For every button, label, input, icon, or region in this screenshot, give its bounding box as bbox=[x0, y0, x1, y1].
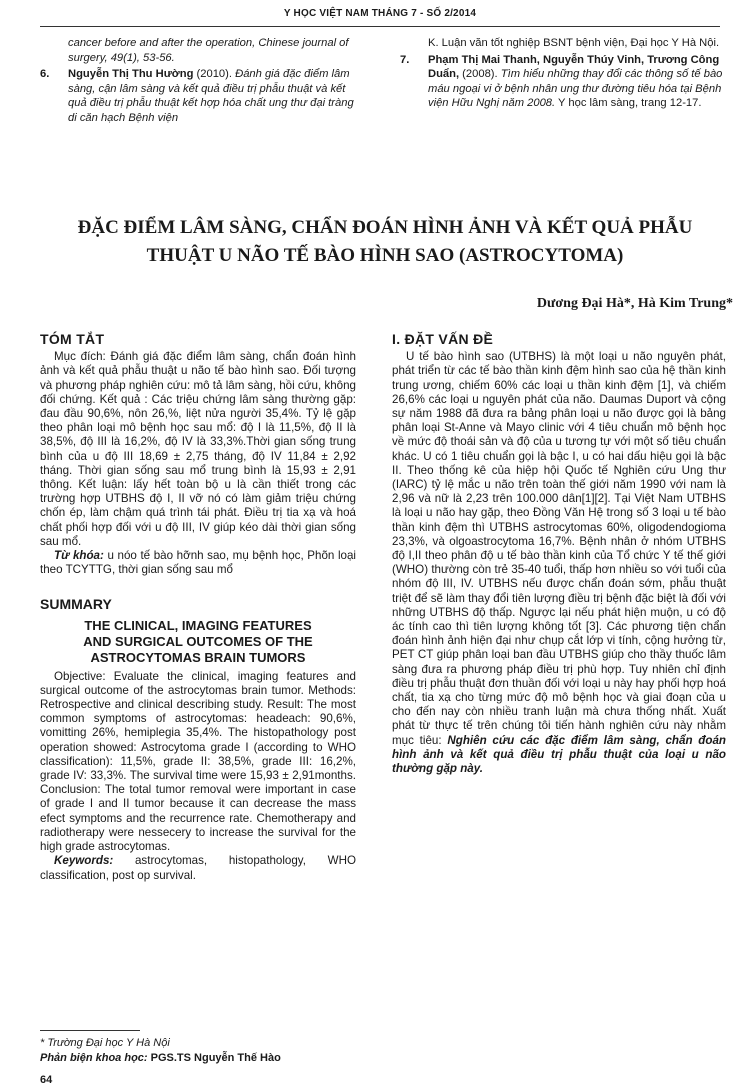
reference-text: cancer before and after the operation, Chinese journal of surgery, 49(1), 53-56. bbox=[68, 37, 349, 64]
right-column bbox=[392, 332, 726, 776]
reviewer-line bbox=[40, 1051, 356, 1066]
study-aim: Nghiên cứu các đặc điểm lâm sàng, chẩn đoán hình ảnh và kết quả điều trị phẫu thuật của loại u não thường gặp này. bbox=[392, 733, 726, 776]
header-rule bbox=[40, 26, 720, 27]
summary-title-line: AND SURGICAL OUTCOMES OF THE bbox=[83, 633, 313, 649]
reference-author: Nguyễn Thị Thu Hường bbox=[68, 68, 194, 80]
left-column bbox=[40, 332, 356, 883]
author-affiliation: * Trường Đại học Y Hà Nội bbox=[40, 1037, 170, 1049]
reference-continuation bbox=[400, 36, 730, 51]
title-line: ĐẶC ĐIỂM LÂM SÀNG, CHẨN ĐOÁN HÌNH ẢNH VÀ KẾT QUẢ PHẪU bbox=[77, 217, 693, 238]
summary-heading: SUMMARY bbox=[40, 596, 112, 613]
abstract-body: Mục đích: Đánh giá đặc điểm lâm sàng, chẩn đoán hình ảnh và kết quả phẫu thuật u não tế bào hình sao. Đối tượng và phương pháp nghiên cứu: mô tả lâm sàng, hồi cứu, không đối chứng. Kết quả : Các triệu chứng lâm sàng thường gặp: đau đầu 90,6%, nôn 26,%, liệt nửa người 35,4%. Tỷ lệ gặp theo phân loại mô bệnh học sau mổ: độ I là 11,5%, độ II là 38,5%, độ III là 16,2%, độ IV là 33,3%.Thời gian sống trung bình của u độ III 18,69 ± 2,75 tháng, độ IV 11,84 ± 2,92 tháng. Thời gian sống sau mổ trung bình là 15,93 ± 2,91 thông. Kết luận: lấy hết toàn bộ u là cần thiết trong các trường hợp UTBHS độ I, II vỡ nó có làm giảm triệu chứng chốn ép, làm chậm quá trình tái phát. Điều trị tia xạ và hoá chất phối hợp đối với u độ III, IV giúp kéo dài thời gian sống sau mổ. bbox=[40, 350, 356, 548]
running-header: Y HỌC VIỆT NAM THÁNG 7 - SỐ 2/2014 bbox=[283, 8, 477, 19]
reference-number: 7. bbox=[400, 53, 410, 66]
reference-title: Đánh giá đặc điểm lâm sàng, cận lâm sàng và kết quả điều trị phẫu thuật và kết quả điều trị phẫu thuật kết hợp hóa chất ung thư đại tràng di căn hạch Bệnh viện bbox=[68, 68, 354, 124]
reference-continuation bbox=[40, 36, 360, 65]
reference-number: 6. bbox=[40, 68, 50, 80]
footnote-rule bbox=[40, 1030, 140, 1031]
keywords-text: u nóo tế bào hỡnh sao, mụ bệnh học, Phõn loại theo TCYTTG, thời gian sống sau mổ bbox=[40, 549, 356, 577]
summary-title-line: ASTROCYTOMAS BRAIN TUMORS bbox=[90, 649, 306, 665]
introduction-body bbox=[392, 350, 726, 776]
summary-title-line: THE CLINICAL, IMAGING FEATURES bbox=[84, 617, 312, 633]
keywords-label: Từ khóa: bbox=[54, 549, 104, 563]
summary-title bbox=[40, 618, 356, 666]
introduction-text: U tế bào hình sao (UTBHS) là một loại u não nguyên phát, phát triển từ các tế bào thần kinh đệm hình sao của hệ thần kinh trung ương, chiếm 60% các loại u thần kinh đệm [1], và chiếm 26,6% các loại u nguyên phát của não. Daumas Duport và cộng sự năm 1988 đã đưa ra bảng phân loại u não được gọi là bảng phân loại St-Anne và Mayo clinic với 4 tiêu chuẩn mô bệnh học về mức độ thoái sản và độ của u tương tự với một số tiêu chuẩn khác. U có 1 tiêu chuẩn gọi là bậc I, u có hai dấu hiệu gọi là bậc II. Theo thống kê của hiệp hội Quốc tế Nghiên cứu Ung thư (IARC) tỷ lệ mắc u não trên toàn thế giới năm 1990 với nam là 2,96 và nữ là 2,23 trên 100.000 dân[1][2]. Tại Việt Nam UTBHS là loại u não hay gặp, theo Đồng Văn Hệ trong số 3 loại u tế bào thần kinh đệm thì UTBHS astrocytomas 60%, oligodendogioma 23,3%, và olgoastrocytoma 16,7%. Bệnh nhân ở nhóm UTBHS độ I,II theo phân độ u tế bào thần kinh của Tổ chức Y tế thế giới (WHO) thường còn trẻ 35-40 tuổi, thấp hơn nhiều so với tuổi của nhóm độ III, IV. UTBHS nếu được chẩn đoán sớm, phẫu thuật triệt để sẽ làm thay đổi tiên lượng điều trị bệnh đặc biệt là đối với những UTBHS độ thấp. Ngược lại nếu phát hiện muộn, u có độ ác tính cao thì tiên lượng không tốt [3]. Các phương tiện chẩn đoán hình ảnh hiện đại như chụp cắt lớp vi tính, cộng hưởng từ, PET CT giúp phân loại ban đầu UTBHS giúp cho thầy thuốc lâm sàng đưa ra phương pháp điều trị phù hợp. Tuy nhiên chỉ định điều trị phẫu thuật đơn thuần đối với loại u này hay phối hợp hoá chất, tia xạ cho từng mức độ mô bệnh học và giai đoạn của u cho đến nay còn nhiều tranh luận mà chưa thống nhất. Xuất phát từ thực tế trên chúng tôi tiến hành nghiên cứu này nhằm mục tiêu: bbox=[392, 350, 726, 747]
reference-column-right bbox=[400, 36, 730, 113]
abstract-heading: TÓM TẮT bbox=[40, 331, 105, 347]
title-line: THUẬT U NÃO TẾ BÀO HÌNH SAO (ASTROCYTOMA) bbox=[146, 245, 624, 266]
page-number: 64 bbox=[40, 1074, 53, 1086]
summary-keywords bbox=[40, 854, 356, 882]
reference-item bbox=[400, 53, 730, 111]
article-authors: Dương Đại Hà*, Hà Kim Trung* bbox=[536, 296, 733, 311]
reviewer-label: Phản biện khoa học: bbox=[40, 1052, 148, 1064]
introduction-heading: I. ĐẶT VẤN ĐỀ bbox=[392, 331, 494, 347]
reference-item bbox=[40, 67, 360, 125]
summary-body: Objective: Evaluate the clinical, imaging features and surgical outcome of the astrocytomas brain tumor. Methods: Retrospective and clinical describing study. Result: The most common symptoms of astrocytomas: headeach: 90,6%, vomitting 26%, hemiplegia 35,4%. The histopathology post operation showed: Astrocytoma grade I (according to WHO classification): 11,5%, grade II: 38,5%, grade III: 16,2%, grade IV: 33,3%. The survival time were 15,93 ± 2,91months. Conclusion: The total tumor removal were important in case of grade I and II tumor because it can decrease the mass efect symptoms and the recurrence rate. Chemotherapy and radiotherapy were nessecery to increase the survival for the high grade astrocytomas. bbox=[40, 669, 356, 854]
footnote bbox=[40, 1036, 356, 1066]
article-title bbox=[40, 214, 730, 270]
reference-title: Tìm hiểu những thay đổi các thông số tế bào máu ngoại vi ở bệnh nhân ung thư đường tiêu hóa tại Bệnh viện Hữu Nghị năm 2008. bbox=[428, 68, 723, 109]
reference-author: Phạm Thị Mai Thanh, Nguyễn Thúy Vinh, Trương Công Duẩn, bbox=[428, 53, 720, 80]
reference-year: (2008). bbox=[459, 68, 501, 80]
reviewer-name: PGS.TS Nguyễn Thế Hào bbox=[147, 1052, 281, 1064]
keywords-label: Keywords: bbox=[54, 854, 114, 868]
reference-year: (2010). bbox=[193, 68, 236, 80]
reference-text: K. Luận văn tốt nghiệp BSNT bệnh viện, Đại học Y Hà Nội. bbox=[428, 37, 720, 49]
reference-column-left bbox=[40, 36, 360, 127]
keywords-text: astrocytomas, histopathology, WHO classification, post op survival. bbox=[40, 854, 356, 882]
reference-source: Y học lâm sàng, trang 12-17. bbox=[555, 97, 702, 109]
abstract-keywords bbox=[40, 549, 356, 577]
